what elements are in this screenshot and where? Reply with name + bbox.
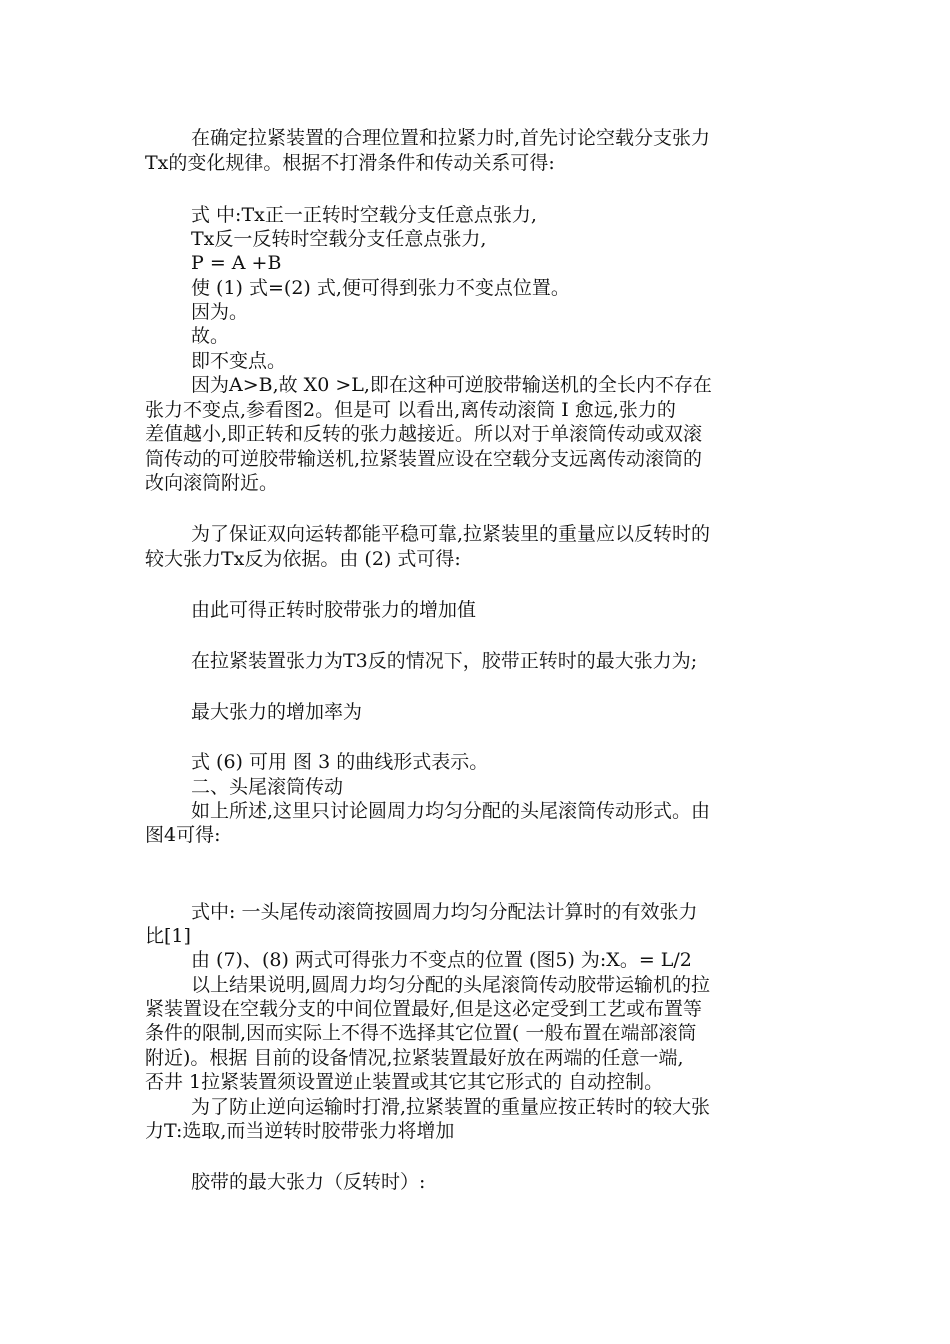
text-line: P = A +B — [191, 252, 282, 274]
text-line: Tx的变化规律。根据不打滑条件和传动关系可得: — [145, 152, 555, 174]
text-line: 使 (1) 式=(2) 式,便可得到张力不变点位置。 — [191, 277, 570, 299]
text-line: 由此可得正转时胶带张力的增加值 — [191, 599, 477, 621]
text-line: 在确定拉紧装置的合理位置和拉紧力时,首先讨论空载分支张力 — [191, 127, 711, 149]
section-heading: 二、头尾滚筒传动 — [191, 776, 344, 798]
text-line: 为了保证双向运转都能平稳可靠,拉紧装里的重量应以反转时的 — [191, 523, 711, 545]
text-line: 否井 1拉紧装置须设置逆止装置或其它其它形式的 自动控制。 — [145, 1071, 664, 1093]
text-line: 以上结果说明,圆周力均匀分配的头尾滚筒传动胶带运输机的拉 — [191, 974, 711, 996]
text-line: 因为A>B,故 X0 >L,即在这种可逆胶带输送机的全长内不存在 — [191, 374, 712, 396]
text-line: 胶带的最大张力（反转时）: — [191, 1171, 426, 1193]
text-line: 为了防止逆向运输时打滑,拉紧装置的重量应按正转时的较大张 — [191, 1096, 711, 1118]
text-line: 故。 — [191, 325, 230, 347]
text-line: 在拉紧装置张力为T3反的情况下，胶带正转时的最大张力为; — [191, 650, 698, 672]
text-line: 式 (6) 可用 图 3 的曲线形式表示。 — [191, 751, 489, 773]
text-line: 筒传动的可逆胶带输送机,拉紧装置应设在空载分支远离传动滚筒的 — [145, 448, 703, 470]
text-line: 比[1] — [145, 925, 191, 947]
text-line: 如上所述,这里只讨论圆周力均匀分配的头尾滚筒传动形式。由 — [191, 800, 711, 822]
text-line: 差值越小,即正转和反转的张力越接近。所以对于单滚筒传动或双滚 — [145, 423, 703, 445]
text-line: 附近)。根据 目前的设备情况,拉紧装置最好放在两端的任意一端, — [145, 1047, 684, 1069]
text-line: 即不变点。 — [191, 350, 287, 372]
text-line: 最大张力的增加率为 — [191, 701, 363, 723]
text-line: 条件的限制,因而实际上不得不选择其它位置( 一般布置在端部滚筒 — [145, 1022, 697, 1044]
text-line: 式中: 一头尾传动滚筒按圆周力均匀分配法计算时的有效张力 — [191, 901, 698, 923]
text-line: 图4可得: — [145, 824, 221, 846]
text-line: Tx反一反转时空载分支任意点张力, — [191, 228, 487, 250]
text-line: 张力不变点,参看图2。但是可 以看出,离传动滚筒 I 愈远,张力的 — [145, 399, 676, 421]
text-line: 较大张力Tx反为依据。由 (2) 式可得: — [145, 548, 461, 570]
text-line: 改向滚筒附近。 — [145, 472, 279, 494]
text-line: 紧装置设在空载分支的中间位置最好,但是这必定受到工艺或布置等 — [145, 998, 703, 1020]
text-line: 由 (7)、(8) 两式可得张力不变点的位置 (图5) 为:X。= L/2 — [191, 949, 692, 971]
text-line: 式 中:Tx正一正转时空载分支任意点张力, — [191, 204, 537, 226]
text-line: 力T:选取,而当逆转时胶带张力将增加 — [145, 1120, 455, 1142]
text-line: 因为。 — [191, 301, 249, 323]
